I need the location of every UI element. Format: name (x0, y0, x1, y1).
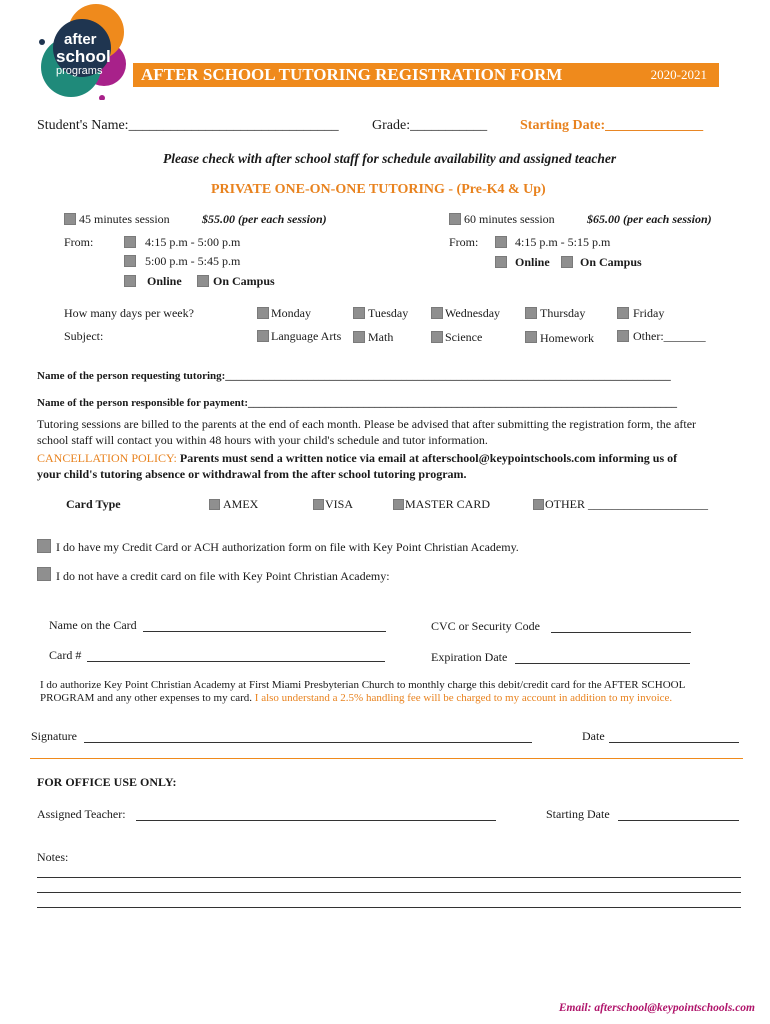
section-title: PRIVATE ONE-ON-ONE TUTORING - (Pre-K4 & Up) (211, 182, 546, 197)
checkbox-60-online[interactable] (495, 256, 507, 268)
day-wednesday-label: Wednesday (445, 306, 501, 320)
session-45-price: $55.00 (per each session) (202, 212, 327, 226)
notes-line-2[interactable] (37, 892, 741, 893)
days-question: How many days per week? (64, 306, 194, 320)
card-mastercard-label: MASTER CARD (405, 497, 491, 511)
payer-name-field[interactable]: Name of the person responsible for payment:______________________________________________________________________________ (37, 397, 678, 409)
footer-email[interactable]: Email: afterschool@keypointschools.com (558, 1002, 755, 1014)
day-friday-label: Friday (633, 306, 665, 320)
checkbox-no-card-on-file[interactable] (37, 567, 51, 581)
assigned-teacher-input[interactable] (136, 820, 496, 821)
session-60-label: 60 minutes session (464, 212, 555, 226)
starting-date-field[interactable]: Starting Date:______________ (520, 118, 704, 133)
notes-line-3[interactable] (37, 907, 741, 908)
session-45-label: 45 minutes session (79, 212, 170, 226)
student-name-field[interactable]: Student's Name:______________________________ (37, 118, 339, 133)
checkbox-slot-415-515[interactable] (495, 236, 507, 248)
logo-word-school: school (56, 47, 111, 66)
form-title: AFTER SCHOOL TUTORING REGISTRATION FORM (141, 65, 563, 84)
day-tuesday-label: Tuesday (368, 306, 409, 320)
checkbox-homework[interactable] (525, 331, 537, 343)
campus-60-label: On Campus (580, 255, 642, 269)
billing-paragraph: Tutoring sessions are billed to the parents at the end of each month. Please be advised that after submitting the registration form, the after school staff will contact you within 48 hours with your child's schedule and tutor information. (37, 417, 697, 447)
session-45-from: From: (64, 235, 94, 249)
expiration-input[interactable] (515, 663, 690, 664)
authorize-line-2 (40, 692, 672, 704)
no-card-on-file-label: I do not have a credit card on file with Key Point Christian Academy: (56, 569, 390, 583)
assigned-teacher-label: Assigned Teacher: (37, 807, 126, 821)
authorize-text-2: PROGRAM and any other expenses to my card. (40, 692, 253, 704)
cancellation-label: CANCELLATION POLICY: (37, 451, 177, 465)
session-60-price: $65.00 (per each session) (587, 212, 712, 226)
logo-word-programs: programs (56, 65, 103, 77)
cvc-input[interactable] (551, 632, 691, 633)
checkbox-slot-415-500[interactable] (124, 236, 136, 248)
handling-fee-text: I also understand a 2.5% handling fee will be charged to my account in addition to my invoice. (254, 692, 673, 704)
checkbox-visa[interactable] (313, 499, 324, 510)
checkbox-60-minutes[interactable] (449, 213, 461, 225)
checkbox-45-minutes[interactable] (64, 213, 76, 225)
subject-math: Math (368, 330, 394, 344)
checkbox-slot-500-545[interactable] (124, 255, 136, 267)
form-year: 2020-2021 (650, 67, 707, 82)
card-number-input[interactable] (87, 661, 385, 662)
checkbox-tuesday[interactable] (353, 307, 365, 319)
day-thursday-label: Thursday (540, 306, 586, 320)
checkbox-monday[interactable] (257, 307, 269, 319)
checkbox-45-online[interactable] (124, 275, 136, 287)
checkbox-mastercard[interactable] (393, 499, 404, 510)
office-start-label: Starting Date (546, 807, 610, 821)
card-other-label: OTHER ____________________ (545, 497, 708, 511)
online-45-label: Online (147, 274, 182, 288)
checkbox-other-subject[interactable] (617, 330, 629, 342)
signature-date-label: Date (582, 729, 605, 743)
signature-label: Signature (31, 729, 77, 743)
cancellation-text-1: Parents must send a written notice via email at afterschool@keypointschools.com informing us of (179, 451, 678, 465)
slot-415-500-label: 4:15 p.m - 5:00 p.m (145, 235, 241, 249)
cvc-label: CVC or Security Code (431, 619, 540, 633)
checkbox-friday[interactable] (617, 307, 629, 319)
expiration-label: Expiration Date (431, 650, 508, 664)
office-start-input[interactable] (618, 820, 739, 821)
after-school-logo (38, 2, 130, 100)
notes-label: Notes: (37, 850, 69, 864)
office-use-title: FOR OFFICE USE ONLY: (37, 775, 177, 789)
authorize-line-1: I do authorize Key Point Christian Academy at First Miami Presbyterian Church to monthly charge this debit/credit card for the AFTER SCHOOL (40, 679, 686, 691)
cancellation-policy (37, 451, 677, 466)
office-divider (30, 758, 743, 759)
day-monday-label: Monday (271, 306, 311, 320)
grade-field[interactable]: Grade:___________ (372, 118, 488, 133)
notes-line-1[interactable] (37, 877, 741, 878)
card-on-file-label: I do have my Credit Card or ACH authorization form on file with Key Point Christian Academy. (56, 540, 519, 554)
card-amex-label: AMEX (223, 497, 259, 511)
subject-label: Subject: (64, 329, 104, 343)
checkbox-45-campus[interactable] (197, 275, 209, 287)
checkbox-60-campus[interactable] (561, 256, 573, 268)
cancellation-text-2: your child's tutoring absence or withdrawal from the after school tutoring program. (37, 467, 467, 481)
slot-415-515-label: 4:15 p.m - 5:15 p.m (515, 235, 611, 249)
name-on-card-label: Name on the Card (49, 618, 137, 632)
subject-science: Science (445, 330, 483, 344)
card-number-label: Card # (49, 648, 82, 662)
checkbox-card-on-file[interactable] (37, 539, 51, 553)
checkbox-thursday[interactable] (525, 307, 537, 319)
checkbox-amex[interactable] (209, 499, 220, 510)
form-title-bar (133, 63, 719, 87)
checkbox-math[interactable] (353, 331, 365, 343)
checkbox-other-card[interactable] (533, 499, 544, 510)
session-60-from: From: (449, 235, 479, 249)
availability-notice: Please check with after school staff for schedule availability and assigned teacher (163, 151, 617, 166)
signature-date-input[interactable] (609, 742, 739, 743)
subject-other: Other:_______ (633, 329, 706, 343)
card-visa-label: VISA (325, 497, 354, 511)
logo-word-after: after (64, 31, 97, 48)
name-on-card-input[interactable] (143, 631, 386, 632)
campus-45-label: On Campus (213, 274, 275, 288)
checkbox-science[interactable] (431, 331, 443, 343)
card-type-label: Card Type (66, 497, 121, 511)
checkbox-language-arts[interactable] (257, 330, 269, 342)
online-60-label: Online (515, 255, 550, 269)
signature-input[interactable] (84, 742, 532, 743)
subject-language-arts: Language Arts (271, 329, 342, 343)
requester-name-field[interactable]: Name of the person requesting tutoring:_________________________________________________________________________________ (37, 370, 671, 382)
checkbox-wednesday[interactable] (431, 307, 443, 319)
slot-500-545-label: 5:00 p.m - 5:45 p.m (145, 254, 241, 268)
subject-homework: Homework (540, 331, 594, 345)
